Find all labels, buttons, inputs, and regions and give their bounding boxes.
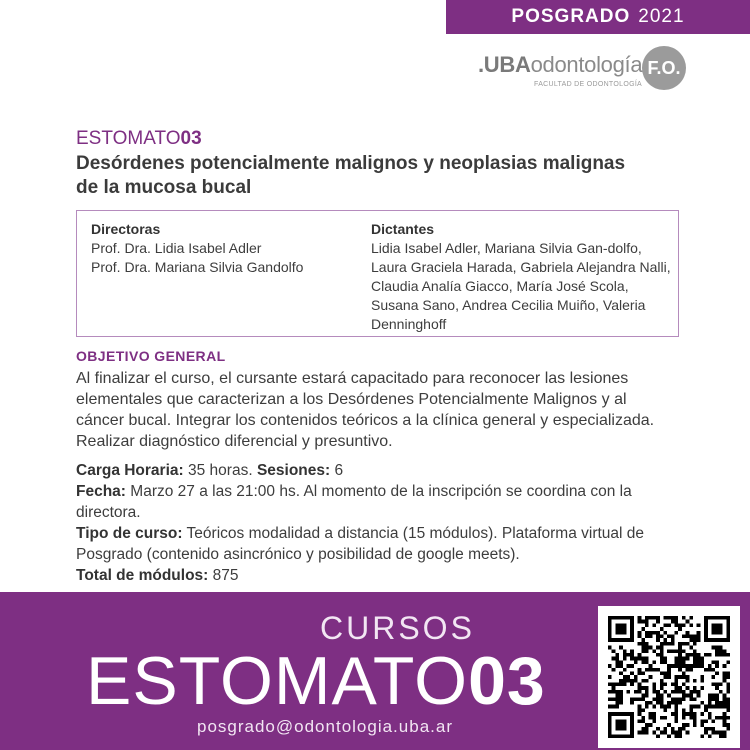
- director-name: Prof. Dra. Mariana Silvia Gandolfo: [91, 259, 304, 275]
- posgrado-label: POSGRADO: [511, 6, 631, 27]
- logo-wordmark: .UBAodontología: [478, 52, 643, 77]
- date-line: Fecha: Marzo 27 a las 21:00 hs. Al momento de la inscripción se coordina con la directora.: [76, 483, 632, 521]
- modules-line: Total de módulos: 875: [76, 567, 239, 584]
- teachers-list: Lidia Isabel Adler, Mariana Silvia Gan-dolfo, Laura Graciela Harada, Gabriela Alejandra Nalli, Claudia Analía Giacco, María José Scola, Susana Sano, Andrea Cecilia Muiño, Valeria Denninghoff: [371, 240, 671, 332]
- hours-line: Carga Horaria: 35 horas. Sesiones: 6: [76, 462, 344, 479]
- directors-column: [91, 220, 361, 277]
- course-title: Desórdenes potencialmente malignos y neoplasias malignas de la mucosa bucal: [76, 153, 626, 198]
- fo-badge-icon: F.O.: [642, 46, 686, 90]
- footer-cursos: CURSOS: [320, 610, 475, 646]
- footer-email[interactable]: posgrado@odontologia.uba.ar: [197, 717, 453, 736]
- uba-odontologia-logo: [478, 44, 718, 96]
- objective-heading: OBJETIVO GENERAL: [76, 348, 226, 364]
- course-details: [76, 460, 676, 586]
- director-name: Prof. Dra. Lidia Isabel Adler: [91, 240, 262, 256]
- teachers-column: [371, 220, 671, 334]
- faculty-box: [76, 210, 679, 337]
- type-line: Tipo de curso: Teóricos modalidad a distancia (15 módulos). Plataforma virtual de Posgrado (contenido asincrónico y posibilidad de google meets).: [76, 525, 645, 563]
- objective-text: Al finalizar el curso, el cursante estará capacitado para reconocer las lesiones elementales que caracterizan a los Desórdenes Potencialmente Malignos y al cáncer bucal. Integrar los contenidos teóricos a la clínica general y especializada. Realizar diagnóstico diferencial y presuntivo.: [76, 370, 655, 450]
- qr-code[interactable]: [598, 606, 740, 748]
- qr-code-icon: [608, 616, 730, 738]
- course-code: ESTOMATO03: [76, 128, 202, 149]
- directors-heading: Directoras: [91, 221, 161, 237]
- logo-faculty: FACULTAD DE ODONTOLOGÍA: [534, 81, 643, 88]
- teachers-heading: Dictantes: [371, 221, 435, 237]
- footer-course-code: ESTOMATO03: [86, 643, 546, 719]
- posgrado-tag: [446, 0, 750, 34]
- posgrado-year: 2021: [638, 6, 685, 27]
